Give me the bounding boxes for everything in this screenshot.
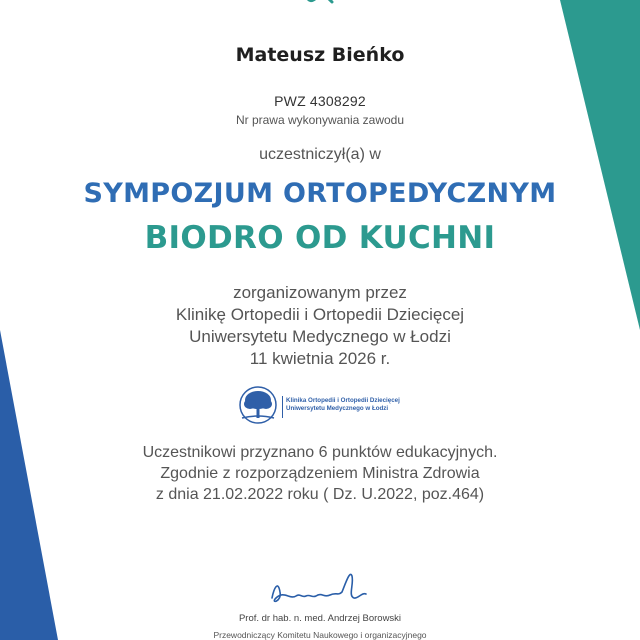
recipient-name: Mateusz Bieńko [235, 44, 405, 66]
organizer-line-1: Klinikę Ortopedii i Ortopedii Dziecięcej [175, 305, 465, 324]
organizer-intro: zorganizowanym przez [233, 283, 407, 302]
points-line-2: Zgodnie z rozporządzeniem Ministra Zdrowia [160, 465, 480, 482]
participation-text: uczestniczył(a) w [259, 146, 381, 163]
points-line-3: z dnia 21.02.2022 roku ( Dz. U.2022, poz.464) [155, 486, 485, 503]
points-line-1: Uczestnikowi przyznano 6 punktów edukacyjnych. [142, 444, 498, 461]
event-title: SYMPOZJUM ORTOPEDYCZNYM [83, 178, 557, 209]
organizer-block [0, 282, 640, 370]
signature-image [262, 562, 372, 610]
logo-fragment-icon [302, 0, 342, 8]
license-caption: Nr prawa wykonywania zawodu [235, 113, 405, 127]
clinic-logo [236, 386, 426, 428]
license-number: PWZ 4308292 [274, 93, 366, 109]
tree-icon [236, 386, 280, 428]
signatory-role: Przewodniczący Komitetu Naukowego i organizacyjnego [213, 630, 427, 640]
logo-line-2: Uniwersytetu Medycznego w Łodzi [286, 405, 389, 412]
event-subtitle: BIODRO OD KUCHNI [144, 220, 496, 256]
organizer-line-2: Uniwersytetu Medycznego w Łodzi [189, 327, 451, 346]
logo-line-1: Klinika Ortopedii i Ortopedii Dziecięcej [286, 397, 400, 404]
signatory-name: Prof. dr hab. n. med. Andrzej Borowski [238, 613, 402, 624]
event-date: 11 kwietnia 2026 r. [249, 349, 391, 368]
points-block [0, 442, 640, 505]
